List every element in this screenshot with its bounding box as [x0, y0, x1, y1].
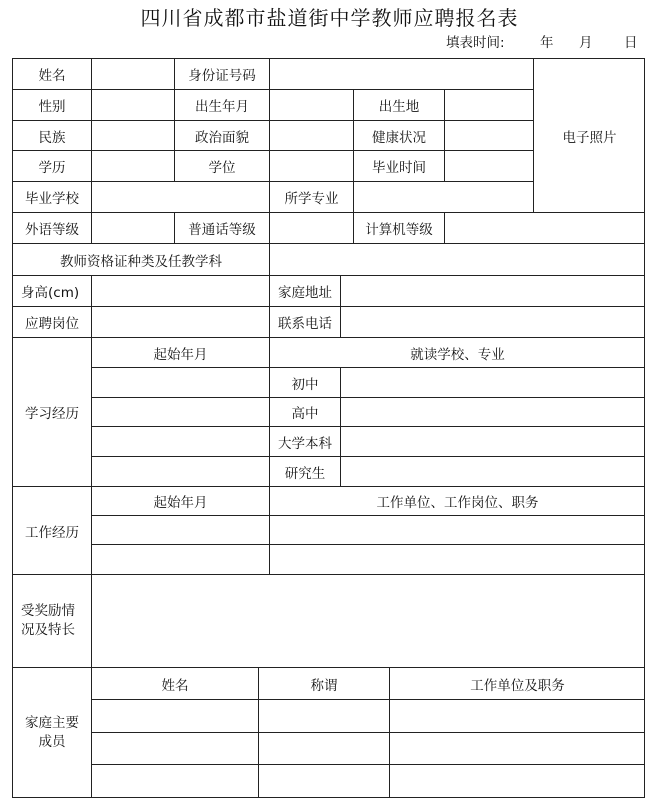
computer-label: 计算机等级	[354, 213, 445, 244]
study-school-field-4[interactable]	[341, 457, 645, 487]
work-date-field-1[interactable]	[92, 516, 270, 545]
birthplace-label: 出生地	[354, 90, 445, 121]
health-label: 健康状况	[354, 121, 445, 151]
major-label: 所学专业	[270, 182, 354, 213]
birth-date-field[interactable]	[270, 90, 354, 121]
graduate-school-label: 毕业学校	[13, 182, 92, 213]
foreign-language-field[interactable]	[92, 213, 175, 244]
phone-label: 联系电话	[270, 307, 341, 338]
fill-date-year: 年	[540, 35, 554, 51]
height-field[interactable]	[92, 276, 270, 307]
address-label: 家庭地址	[270, 276, 341, 307]
ethnicity-field[interactable]	[92, 121, 175, 151]
gender-label: 性别	[13, 90, 92, 121]
work-start-date-header: 起始年月	[92, 487, 270, 516]
graduation-time-field[interactable]	[445, 151, 534, 182]
awards-label: 受奖励情况及特长	[13, 575, 92, 668]
application-form	[12, 58, 645, 798]
family-relation-field-1[interactable]	[259, 700, 390, 733]
work-date-field-2[interactable]	[92, 545, 270, 575]
work-unit-header: 工作单位、工作岗位、职务	[270, 487, 645, 516]
study-level-graduate: 研究生	[270, 457, 341, 487]
political-status-field[interactable]	[270, 121, 354, 151]
fill-date-label: 填表时间:	[446, 35, 505, 51]
political-status-label: 政治面貌	[175, 121, 270, 151]
mandarin-label: 普通话等级	[175, 213, 270, 244]
study-date-field-3[interactable]	[92, 427, 270, 457]
family-name-field-3[interactable]	[92, 765, 259, 798]
position-field[interactable]	[92, 307, 270, 338]
health-field[interactable]	[445, 121, 534, 151]
ethnicity-label: 民族	[13, 121, 92, 151]
education-field[interactable]	[92, 151, 175, 182]
family-unit-header: 工作单位及职务	[390, 668, 645, 700]
study-start-date-header: 起始年月	[92, 338, 270, 368]
work-unit-field-1[interactable]	[270, 516, 645, 545]
id-number-field[interactable]	[270, 59, 534, 90]
teacher-cert-field[interactable]	[270, 244, 645, 276]
study-date-field-2[interactable]	[92, 398, 270, 427]
phone-field[interactable]	[341, 307, 645, 338]
computer-field[interactable]	[445, 213, 645, 244]
fill-date-month: 月	[579, 35, 593, 51]
fill-date-day: 日	[624, 35, 638, 51]
name-field[interactable]	[92, 59, 175, 90]
work-unit-field-2[interactable]	[270, 545, 645, 575]
major-field[interactable]	[354, 182, 534, 213]
family-unit-field-1[interactable]	[390, 700, 645, 733]
birth-date-label: 出生年月	[175, 90, 270, 121]
study-level-junior-high: 初中	[270, 368, 341, 398]
mandarin-field[interactable]	[270, 213, 354, 244]
family-relation-field-3[interactable]	[259, 765, 390, 798]
study-school-header: 就读学校、专业	[270, 338, 645, 368]
family-name-header: 姓名	[92, 668, 259, 700]
family-name-field-2[interactable]	[92, 733, 259, 765]
photo-area[interactable]: 电子照片	[534, 59, 645, 213]
study-level-senior-high: 高中	[270, 398, 341, 427]
education-label: 学历	[13, 151, 92, 182]
graduate-school-field[interactable]	[92, 182, 270, 213]
height-label: 身高(cm)	[13, 276, 92, 307]
family-members-label: 家庭主要成员	[13, 668, 92, 798]
form-title: 四川省成都市盐道街中学教师应聘报名表	[140, 6, 519, 30]
study-history-label: 学习经历	[13, 338, 92, 487]
address-field[interactable]	[341, 276, 645, 307]
family-unit-field-3[interactable]	[390, 765, 645, 798]
gender-field[interactable]	[92, 90, 175, 121]
study-level-undergraduate: 大学本科	[270, 427, 341, 457]
degree-label: 学位	[175, 151, 270, 182]
id-number-label: 身份证号码	[175, 59, 270, 90]
family-relation-field-2[interactable]	[259, 733, 390, 765]
study-school-field-1[interactable]	[341, 368, 645, 398]
graduation-time-label: 毕业时间	[354, 151, 445, 182]
degree-field[interactable]	[270, 151, 354, 182]
birthplace-field[interactable]	[445, 90, 534, 121]
family-relation-header: 称谓	[259, 668, 390, 700]
teacher-cert-label: 教师资格证种类及任教学科	[13, 244, 270, 276]
study-date-field-1[interactable]	[92, 368, 270, 398]
family-name-field-1[interactable]	[92, 700, 259, 733]
study-date-field-4[interactable]	[92, 457, 270, 487]
awards-field[interactable]	[92, 575, 645, 668]
family-unit-field-2[interactable]	[390, 733, 645, 765]
foreign-language-label: 外语等级	[13, 213, 92, 244]
work-history-label: 工作经历	[13, 487, 92, 575]
position-label: 应聘岗位	[13, 307, 92, 338]
study-school-field-3[interactable]	[341, 427, 645, 457]
study-school-field-2[interactable]	[341, 398, 645, 427]
name-label: 姓名	[13, 59, 92, 90]
